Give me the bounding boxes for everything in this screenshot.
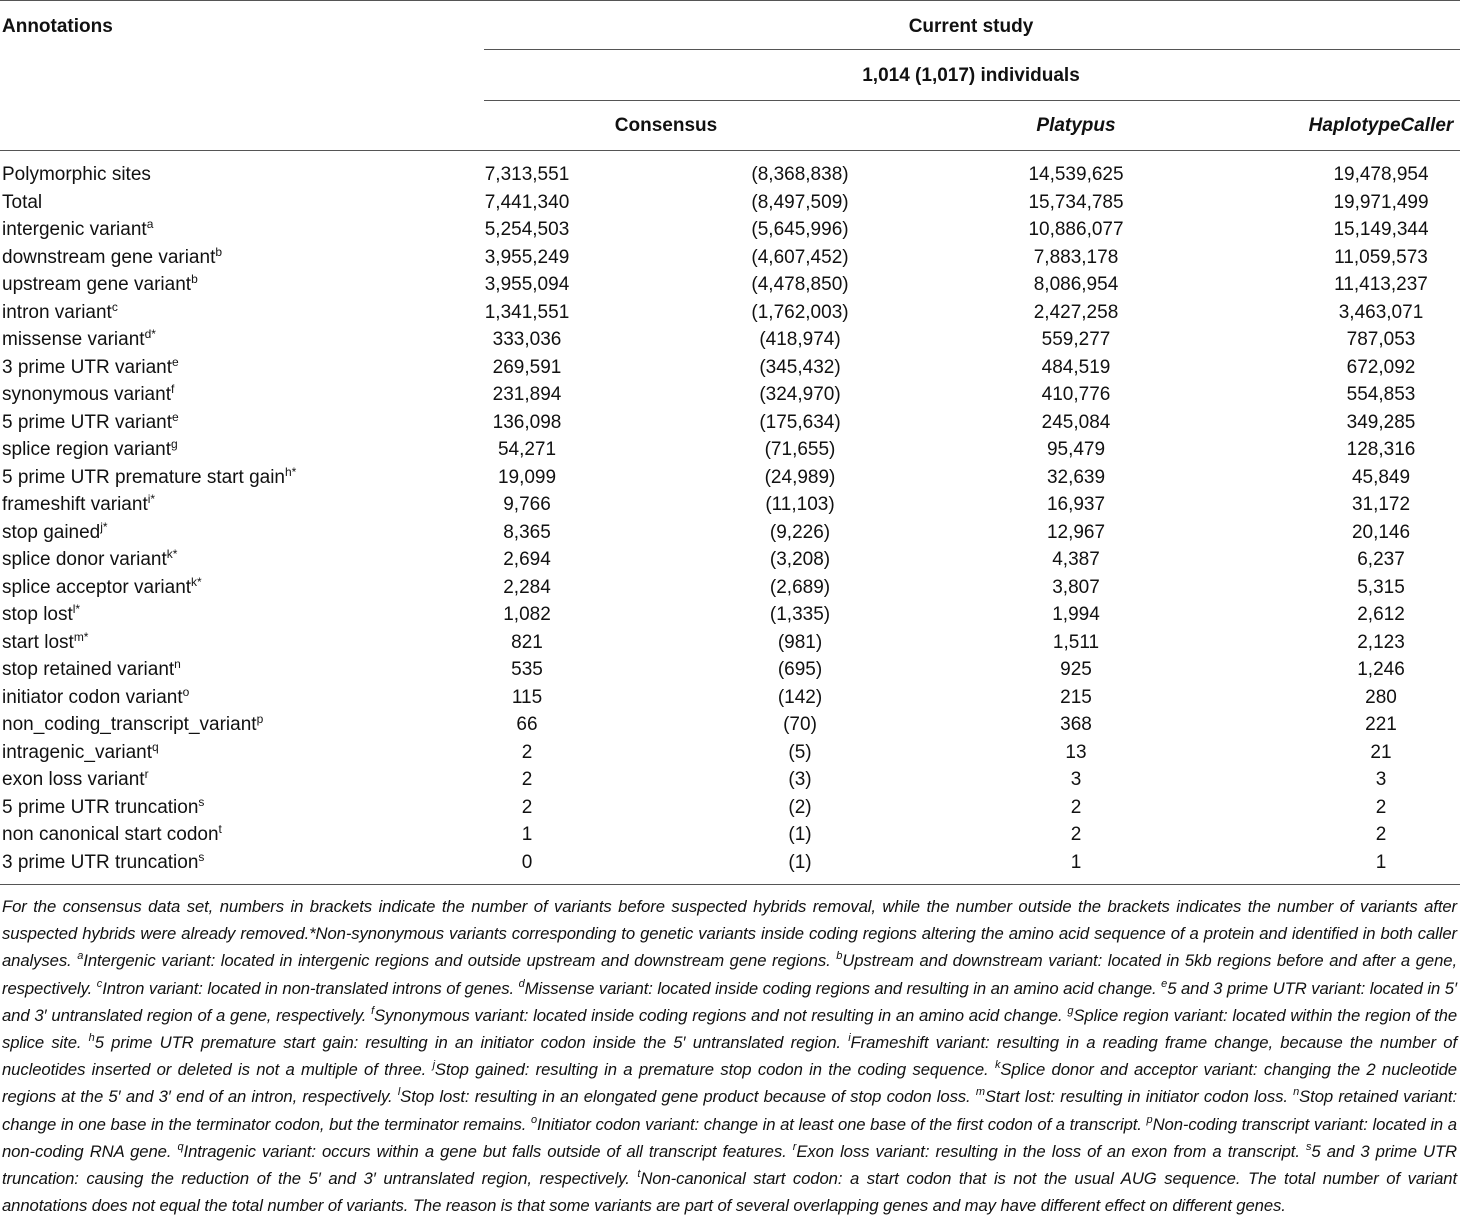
footnote-text: Exon loss variant: resulting in the loss of an exon from a transcript.	[796, 1141, 1306, 1161]
footnote-text: Splice donor and acceptor variant: changing the 2 nucleotide regions at the 5′ and 3′ end of an intron, respectively.	[2, 1060, 1457, 1107]
row-label: Polymorphic sites	[2, 164, 151, 185]
footnote-text: Missense variant: located inside coding regions and resulting in an amino acid change.	[524, 978, 1162, 998]
consensus-value: 3,955,249	[484, 246, 570, 268]
haplotypecaller-value: 2,123	[1357, 631, 1405, 653]
row-label: non canonical start codon$^t$	[2, 822, 222, 845]
footnote-text: Synonymous variant: located inside coding regions and not resulting in an amino acid change.	[374, 1005, 1068, 1025]
consensus-value: 7,441,340	[484, 191, 570, 213]
row-label: 3 prime UTR variant$^e$	[2, 354, 179, 378]
row-label: start lost$^{m*}$	[2, 629, 89, 653]
footnote-marker: t	[637, 1168, 641, 1181]
consensus-value: 535	[511, 659, 543, 680]
platypus-value: 925	[1060, 659, 1092, 680]
consensus-value: 66	[516, 714, 538, 735]
consensus-before-removal-value: (8,368,838)	[751, 164, 849, 185]
footnote-marker: e	[1161, 977, 1168, 990]
consensus-before-removal-value: (9,226)	[769, 521, 831, 543]
platypus-value: 14,539,625	[1028, 164, 1124, 185]
haplotypecaller-value: 45,849	[1351, 466, 1411, 488]
row-label: stop retained variant$^n$	[2, 657, 181, 680]
footnote-marker: i	[848, 1032, 851, 1045]
haplotypecaller-value: 1	[1375, 851, 1387, 873]
table-row	[0, 354, 1460, 382]
table-row	[0, 684, 1460, 712]
table-row	[0, 189, 1460, 217]
platypus-value: 410,776	[1041, 384, 1111, 405]
header-bottom-rule	[0, 150, 1460, 151]
table-row	[0, 299, 1460, 327]
haplotypecaller-value: 128,316	[1346, 439, 1416, 460]
platypus-value: 3,807	[1052, 576, 1100, 598]
consensus-value: 231,894	[492, 384, 562, 405]
row-label: intron variant$^c$	[2, 299, 118, 323]
table-row	[0, 739, 1460, 767]
consensus-before-removal-value: (5,645,996)	[751, 219, 849, 240]
consensus-value: 115	[511, 686, 543, 708]
row-label: downstream gene variant$^b$	[2, 244, 223, 268]
footnote-marker: k	[994, 1059, 1001, 1072]
current-study-header: Current study	[908, 16, 1034, 37]
footnote-marker: f	[371, 1004, 375, 1017]
consensus-before-removal-value: (2)	[788, 796, 812, 818]
platypus-value: 10,886,077	[1028, 219, 1124, 240]
haplotypecaller-value: 2	[1375, 796, 1387, 818]
consensus-value: 1,082	[503, 604, 551, 625]
haplotypecaller-value: 554,853	[1346, 384, 1416, 405]
footnote-text: Non-canonical start codon: a start codon that is not the usual AUG sequence. The total number of variant annotations does not equal the total number of variants. The reason is that some variants are part of several overlapping genes and may have different effect on different genes.	[2, 1169, 1457, 1216]
row-label: splice donor variant$^{k*}$	[2, 547, 178, 570]
consensus-value: 136,098	[492, 411, 562, 433]
consensus-value: 8,365	[503, 521, 551, 543]
consensus-before-removal-value: (175,634)	[759, 411, 841, 433]
consensus-before-removal-value: (1)	[788, 824, 812, 845]
row-label: 3 prime UTR truncation$^s$	[2, 849, 205, 873]
haplotypecaller-value: 11,413,237	[1334, 274, 1428, 295]
table-bottom-rule	[0, 884, 1460, 885]
platypus-value: 484,519	[1041, 356, 1111, 378]
table-row	[0, 711, 1460, 739]
consensus-value: 2	[521, 796, 533, 818]
platypus-value: 2	[1070, 796, 1082, 818]
consensus-value: 821	[511, 631, 543, 653]
haplotypecaller-header: HaplotypeCaller	[1308, 115, 1454, 136]
platypus-value: 15,734,785	[1028, 191, 1124, 213]
footnote-marker: m	[975, 1086, 985, 1099]
platypus-value: 16,937	[1046, 494, 1106, 515]
platypus-value: 95,479	[1046, 439, 1106, 460]
haplotypecaller-value: 21	[1370, 741, 1392, 763]
footnote-text: 5 and 3 prime UTR variant: located in 5′ and 3′ untranslated region of a gene, respectively.	[2, 978, 1457, 1025]
table-row	[0, 161, 1460, 189]
platypus-value: 1,511	[1052, 631, 1100, 653]
haplotypecaller-value: 6,237	[1357, 549, 1405, 570]
footnote-marker: a	[77, 950, 84, 963]
row-label: upstream gene variant$^b$	[2, 272, 198, 295]
haplotypecaller-value: 2	[1375, 824, 1387, 845]
footnote-marker: g	[1067, 1004, 1074, 1017]
platypus-value: 8,086,954	[1033, 274, 1119, 295]
footnote-marker: o	[530, 1113, 537, 1126]
consensus-value: 0	[521, 851, 533, 873]
platypus-value: 215	[1060, 686, 1092, 708]
row-label: splice region variant$^g$	[2, 437, 178, 460]
footnote-marker: r	[792, 1140, 797, 1153]
row-label: 5 prime UTR truncation$^s$	[2, 794, 205, 818]
consensus-before-removal-value: (4,478,850)	[751, 274, 849, 295]
table-row	[0, 436, 1460, 464]
footnote-marker: q	[177, 1140, 184, 1153]
individuals-header: 1,014 (1,017) individuals	[862, 65, 1080, 86]
consensus-before-removal-value: (695)	[777, 659, 823, 680]
consensus-before-removal-value: (2,689)	[769, 576, 831, 598]
haplotypecaller-value: 19,478,954	[1333, 164, 1429, 185]
footnote-text: Intron variant: located in non-translated introns of genes.	[102, 978, 519, 998]
footnote-marker: p	[1146, 1113, 1153, 1126]
consensus-value: 5,254,503	[484, 219, 570, 240]
consensus-header: Consensus	[614, 115, 718, 136]
top-rule	[0, 0, 1460, 1]
consensus-before-removal-value: (8,497,509)	[751, 191, 849, 213]
consensus-value: 333,036	[492, 329, 562, 350]
haplotypecaller-value: 787,053	[1346, 329, 1416, 350]
consensus-value: 54,271	[497, 439, 557, 460]
haplotypecaller-value: 3	[1375, 769, 1387, 790]
row-label: exon loss variant$^r$	[2, 767, 149, 790]
table-row	[0, 464, 1460, 492]
footnote-text: Upstream and downstream variant: located in 5kb regions before and after a gene, respectively.	[2, 951, 1458, 998]
haplotypecaller-value: 19,971,499	[1333, 191, 1429, 213]
platypus-value: 3	[1070, 769, 1082, 790]
table-row	[0, 326, 1460, 354]
row-label: splice acceptor variant$^{k*}$	[2, 574, 202, 598]
table-row	[0, 574, 1460, 602]
haplotypecaller-value: 1,246	[1357, 659, 1405, 680]
table-row	[0, 849, 1460, 877]
row-label: 5 prime UTR premature start gain$^{h*}$	[2, 464, 297, 488]
footnote-text: Frameshift variant: resulting in a reading frame change, because the number of nucleotides inserted or deleted is not a multiple of three.	[2, 1033, 1457, 1080]
consensus-value: 9,766	[503, 494, 551, 515]
footnote-marker: s	[1305, 1140, 1312, 1153]
footnote-text: Initiator codon variant: change in at least one base of the first codon of a transcript.	[537, 1114, 1147, 1134]
table-row	[0, 491, 1460, 519]
table-body	[0, 161, 1460, 876]
haplotypecaller-value: 31,172	[1351, 494, 1411, 515]
table-row	[0, 271, 1460, 299]
row-label: intergenic variant$^a$	[2, 217, 154, 240]
individuals-rule	[484, 100, 1460, 101]
platypus-value: 13	[1065, 741, 1087, 763]
current-study-rule	[484, 49, 1460, 50]
footnote-text: Stop retained variant: change in one base in the terminator codon, but the terminator remains.	[2, 1087, 1458, 1134]
row-label: missense variant$^{d*}$	[2, 327, 156, 350]
row-label: Total	[2, 191, 43, 213]
consensus-value: 2,284	[503, 576, 551, 598]
annotations-header: Annotations	[2, 16, 113, 37]
consensus-before-removal-value: (3)	[788, 769, 812, 790]
footnote-text: 5 and 3 prime UTR truncation: causing the reduction of the 5′ and 3′ untranslated region, respectively.	[2, 1141, 1457, 1189]
footnote-marker: b	[836, 950, 843, 963]
table-row	[0, 794, 1460, 822]
row-label: stop lost$^{l*}$	[2, 602, 81, 625]
row-label: intragenic_variant$^q$	[2, 739, 159, 763]
haplotypecaller-value: 3,463,071	[1338, 301, 1424, 323]
haplotypecaller-value: 221	[1365, 714, 1397, 735]
table-row	[0, 244, 1460, 272]
consensus-before-removal-value: (142)	[777, 686, 823, 708]
platypus-value: 2	[1070, 824, 1082, 845]
footnote-text: For the consensus data set, numbers in brackets indicate the number of variants before suspected hybrids removal, while the number outside the brackets indicates the number of variants after suspected hybrids were already removed.*Non-synonymous variants corresponding to genetic variants inside coding regions altering the amino acid sequence of a protein and identified in both caller analyses.	[2, 897, 1457, 971]
table-row	[0, 381, 1460, 409]
table-footnote	[2, 893, 1457, 1219]
consensus-before-removal-value: (324,970)	[759, 384, 841, 405]
haplotypecaller-value: 280	[1365, 686, 1397, 708]
consensus-value: 2,694	[503, 549, 551, 570]
consensus-value: 1	[521, 824, 533, 845]
row-label: non_coding_transcript_variant$^p$	[2, 712, 264, 735]
footnote-text: Stop gained: resulting in a premature stop codon in the coding sequence.	[434, 1060, 995, 1080]
consensus-before-removal-value: (1)	[788, 851, 812, 873]
table-row	[0, 601, 1460, 629]
consensus-value: 269,591	[492, 356, 562, 378]
haplotypecaller-value: 20,146	[1351, 521, 1411, 543]
consensus-before-removal-value: (981)	[777, 631, 823, 653]
consensus-before-removal-value: (1,762,003)	[751, 301, 849, 323]
table-row	[0, 519, 1460, 547]
consensus-before-removal-value: (1,335)	[769, 604, 831, 625]
footnote-marker: n	[1293, 1086, 1300, 1099]
row-label: 5 prime UTR variant$^e$	[2, 409, 179, 433]
consensus-value: 19,099	[497, 466, 557, 488]
consensus-before-removal-value: (11,103)	[765, 494, 835, 515]
consensus-value: 7,313,551	[484, 164, 570, 185]
haplotypecaller-value: 2,612	[1357, 604, 1405, 625]
consensus-value: 2	[521, 741, 533, 763]
table-row	[0, 656, 1460, 684]
table-row	[0, 216, 1460, 244]
platypus-value: 1,994	[1052, 604, 1100, 625]
consensus-before-removal-value: (71,655)	[764, 439, 836, 460]
footnote-text: Splice region variant: located within the region of the splice site.	[2, 1005, 1458, 1053]
platypus-value: 32,639	[1046, 466, 1106, 488]
haplotypecaller-value: 15,149,344	[1333, 219, 1429, 240]
consensus-before-removal-value: (5)	[788, 741, 812, 763]
consensus-before-removal-value: (3,208)	[769, 549, 831, 570]
platypus-value: 368	[1060, 714, 1092, 735]
row-label: stop gained$^{j*}$	[2, 519, 108, 543]
table-row	[0, 546, 1460, 574]
consensus-before-removal-value: (70)	[783, 714, 817, 735]
platypus-value: 12,967	[1046, 521, 1106, 543]
footnote-marker: d	[518, 977, 525, 990]
footnote-text: Intragenic variant: occurs within a gene but falls outside of all transcript features.	[183, 1141, 793, 1161]
haplotypecaller-value: 5,315	[1357, 576, 1405, 598]
footnote-text: Stop lost: resulting in an elongated gene product because of stop codon loss.	[400, 1087, 976, 1107]
haplotypecaller-value: 672,092	[1346, 356, 1416, 378]
platypus-value: 2,427,258	[1033, 301, 1119, 323]
footnote-text: Start lost: resulting in initiator codon loss.	[984, 1087, 1294, 1107]
footnote-marker: j	[432, 1059, 435, 1072]
platypus-value: 4,387	[1052, 549, 1100, 570]
platypus-value: 7,883,178	[1033, 246, 1119, 268]
consensus-before-removal-value: (418,974)	[759, 329, 841, 350]
footnote-marker: l	[397, 1086, 401, 1099]
platypus-value: 1	[1070, 851, 1082, 873]
consensus-before-removal-value: (24,989)	[764, 466, 836, 488]
table-row	[0, 766, 1460, 794]
footnote-text: Intergenic variant: located in intergenic regions and outside upstream and downstream gene regions.	[83, 951, 837, 971]
platypus-header: Platypus	[1036, 115, 1116, 136]
consensus-value: 1,341,551	[484, 301, 570, 323]
footnote-text: 5 prime UTR premature start gain: resulting in an initiator codon inside the 5′ untranslated region.	[94, 1033, 849, 1053]
row-label: initiator codon variant$^o$	[2, 684, 190, 708]
table-row	[0, 629, 1460, 657]
haplotypecaller-value: 11,059,573	[1334, 246, 1428, 268]
footnote-text: Non-coding transcript variant: located in a non-coding RNA gene.	[2, 1114, 1457, 1161]
table-row	[0, 409, 1460, 437]
consensus-value: 2	[521, 769, 533, 790]
footnote-marker: h	[88, 1032, 95, 1045]
row-label: frameshift variant$^{i*}$	[2, 492, 156, 515]
platypus-value: 559,277	[1041, 329, 1111, 350]
row-label: synonymous variant$^f$	[2, 382, 175, 405]
consensus-before-removal-value: (345,432)	[759, 356, 841, 378]
footnote-marker: c	[96, 977, 103, 990]
consensus-before-removal-value: (4,607,452)	[751, 246, 849, 268]
consensus-value: 3,955,094	[484, 274, 570, 295]
platypus-value: 245,084	[1041, 411, 1111, 433]
haplotypecaller-value: 349,285	[1346, 411, 1416, 433]
table-row	[0, 821, 1460, 849]
